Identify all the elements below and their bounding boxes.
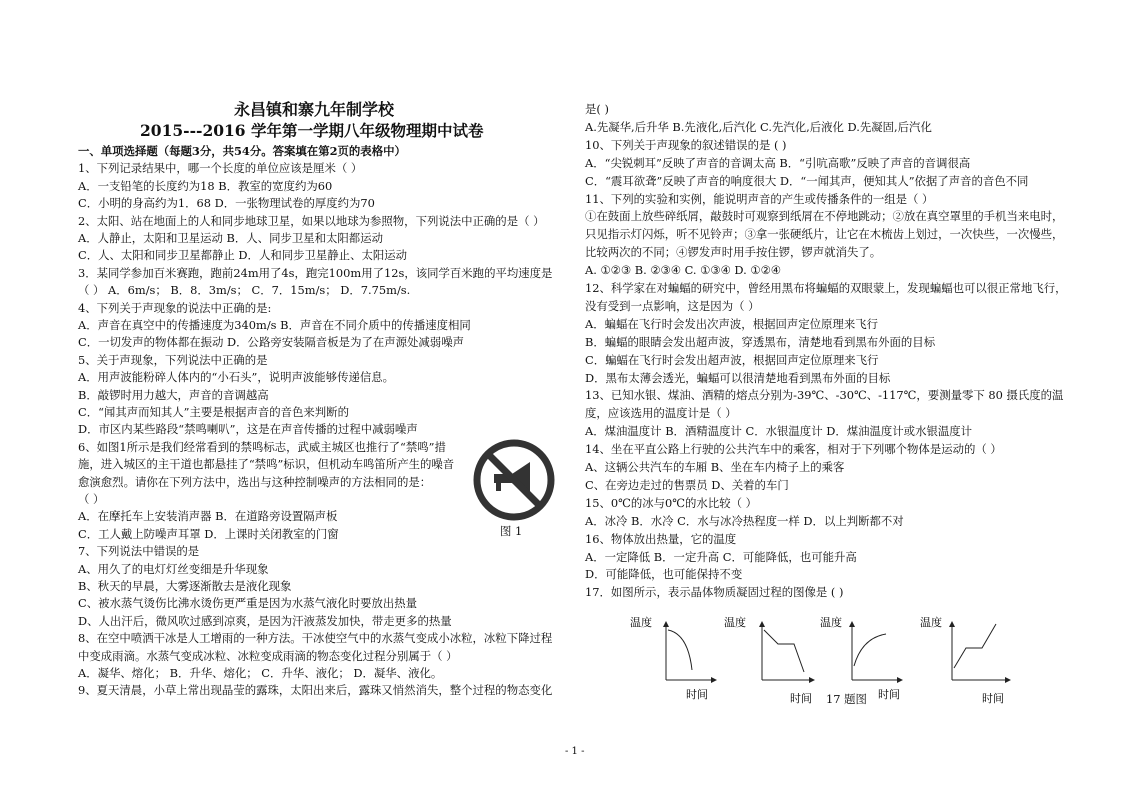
right-line-17: 度，应该选用的温度计是（ ） [585, 406, 737, 421]
left-line-15: C．“闻其声而知其人”主要是根据声音的音色来判断的 [78, 405, 349, 419]
right-line-18: A．煤油温度计 B．酒精温度计 C．水银温度计 D．煤油温度计或水银温度计 [585, 424, 973, 439]
graph-b-xlabel: 时间 [790, 692, 812, 705]
left-line-26: C、被水蒸气烫伤比沸水烫伤更严重是因为水蒸气液化时要放出热量 [78, 596, 418, 611]
left-line-27: D、人出汗后，微风吹过感到凉爽，是因为汗液蒸发加快，带走更多的热量 [78, 613, 452, 628]
left-line-28: 8、在空中喷洒干冰是人工增雨的一种方法。干冰使空气中的水蒸气变成小冰粒，冰粒下降过程 [78, 631, 553, 646]
left-line-7: 3．某同学参加百米赛跑，跑前24m用了4s，跑完100m用了12s，该同学百米跑的平均速度是 [78, 265, 553, 280]
left-line-23: 7、下列说法中错误的是 [78, 544, 200, 559]
right-line-3: A．“尖锐刺耳”反映了声音的音调太高 B．“引吭高歌”反映了声音的音调很高 [585, 155, 971, 170]
right-line-24: 16、物体放出热量，它的温度 [585, 531, 737, 546]
left-line-10: A．声音在真空中的传播速度为340m/s B．声音在不同介质中的传播速度相同 [78, 318, 471, 332]
left-line-6: C．人、太阳和同步卫星都静止 D．人和同步卫星静止、太阳运动 [78, 248, 408, 263]
figure-17-caption: 17 题图 [826, 692, 867, 706]
right-line-6: ①在鼓面上放些碎纸屑，敲鼓时可观察到纸屑在不停地跳动；②放在真空罩里的手机当来电时， [585, 209, 1064, 224]
left-line-9: 4、下列关于声现象的说法中正确的是: [78, 300, 272, 315]
left-line-0: 一、单项选择题（每题3分，共54分。答案填在第2页的表格中） [78, 144, 406, 158]
graph-c-ylabel: 温度 [820, 616, 842, 629]
figure-1 [472, 438, 560, 548]
graph-a-ylabel: 温度 [630, 616, 652, 629]
right-line-4: C．“震耳欲聋”反映了声音的响度很大 D．“一闻其声，便知其人”依据了声音的音色不同 [585, 173, 1029, 188]
left-line-16: D．市区内某些路段“禁鸣喇叭”，这是在声音传播的过程中减弱噪声 [78, 422, 418, 437]
left-line-4: 2、太阳、站在地面上的人和同步地球卫星，如果以地球为参照物，下列说法中正确的是（ ） [78, 213, 545, 228]
left-line-13: A．用声波能粉碎人体内的“小石头”，说明声波能够传递信息。 [78, 370, 395, 385]
right-line-9: A. ①②③ B. ②③④ C. ①③④ D. ①②④ [585, 263, 781, 278]
exam-title: 2015---2016 学年第一学期八年级物理期中试卷 [140, 121, 484, 140]
right-line-15: D．黑布太薄会透光，蝙蝠可以很清楚地看到黑布外面的目标 [585, 370, 891, 385]
left-line-8: （ ） A．6m/s； B．8．3m/s； C．7．15m/s； D．7.75m/s. [78, 283, 411, 298]
right-line-11: 没有受到一点影响，这是因为（ ） [585, 298, 760, 313]
right-line-21: C、在旁边走过的售票员 D、关着的车门 [585, 477, 789, 492]
left-line-19: 愈演愈烈。请你在下列方法中，选出与这种控制噪声的方法相同的是： [78, 474, 432, 489]
graph-a-xlabel: 时间 [686, 688, 708, 701]
right-line-25: A．一定降低 B．一定升高 C．可能降低，也可能升高 [585, 549, 857, 564]
right-line-22: 15、0℃的冰与0℃的水比较（ ） [585, 495, 758, 510]
right-line-27: 17．如图所示，表示晶体物质凝固过程的图像是 ( ) [585, 585, 844, 600]
right-line-10: 12、科学家在对蝙蝠的研究中，曾经用黑布将蝙蝠的双眼蒙上，发现蝙蝠也可以很正常地飞行， [585, 281, 1067, 295]
graph-b [724, 615, 814, 705]
left-line-30: A．凝华、熔化； B．升华、熔化； C．升华、液化； D．凝华、液化。 [78, 666, 443, 680]
left-line-11: C．一切发声的物体都在振动 D．公路旁安装隔音板是为了在声源处减弱噪声 [78, 335, 464, 350]
graph-c-xlabel: 时间 [878, 688, 900, 701]
right-line-26: D．可能降低，也可能保持不变 [585, 567, 743, 582]
left-line-1: 1、下列记录结果中，哪一个长度的单位应该是厘米（ ） [78, 161, 363, 176]
left-line-22: C．工人戴上防噪声耳罩 D．上课时关闭教室的门窗 [78, 526, 339, 541]
graph-b-ylabel: 温度 [724, 616, 746, 629]
left-line-5: A．人静止，太阳和卫星运动 B．人、同步卫星和太阳都运动 [78, 231, 383, 245]
right-line-16: 13、已知水银、煤油、酒精的熔点分别为-39℃、-30℃、-117℃，要测量零下 80 摄氏度的温 [585, 388, 1064, 403]
graph-c [820, 615, 902, 701]
left-line-18: 施，进入城区的主干道也都悬挂了“禁鸣”标识，但机动车鸣笛所产生的噪音 [78, 457, 455, 472]
left-line-21: A．在摩托车上安装消声器 B．在道路旁设置隔声板 [78, 509, 338, 524]
right-line-20: A、这辆公共汽车的车厢 B、坐在车内椅子上的乘客 [585, 460, 845, 474]
right-line-7: 只见指示灯闪烁，听不见铃声；③拿一张硬纸片，让它在木梳齿上划过，一次快些，一次慢些， [585, 227, 1064, 242]
right-line-14: C．蝙蝠在飞行时会发出超声波，根据回声定位原理来飞行 [585, 352, 879, 367]
left-line-3: C．小明的身高约为1．68 D．一张物理试卷的厚度约为70 [78, 196, 375, 211]
right-line-5: 11、下列的实验和实例，能说明声音的产生或传播条件的一组是（ ） [585, 191, 934, 206]
left-line-29: 中变成雨滴。水蒸气变成冰粒、冰粒变成雨滴的物态变化过程分别属于（ ） [78, 648, 458, 663]
left-line-2: A．一支铅笔的长度约为18 B．教室的宽度约为60 [78, 178, 333, 193]
graph-d-xlabel: 时间 [982, 692, 1004, 705]
right-line-19: 14、坐在平直公路上行驶的公共汽车中的乘客，相对于下列哪个物体是运动的（ ） [585, 442, 1002, 457]
right-line-13: B．蝙蝠的眼睛会发出超声波，穿透黑布，清楚地看到黑布外面的目标 [585, 334, 936, 349]
figure-1-caption: 图 1 [500, 524, 523, 538]
page-number: - 1 - [565, 746, 585, 757]
right-line-0: 是( ) [585, 102, 609, 116]
left-line-17: 6、如图1所示是我们经常看到的禁鸣标志，武威主城区也推行了“禁鸣”措 [78, 439, 446, 454]
left-line-14: B．敲锣时用力越大，声音的音调越高 [78, 387, 269, 402]
graph-d [920, 615, 1010, 705]
school-name: 永昌镇和寨九年制学校 [234, 100, 395, 119]
right-line-8: 比较两次的不同；④锣发声时用手按住锣，锣声就消失了。 [585, 245, 882, 260]
graph-a [630, 615, 716, 701]
right-line-2: 10、下列关于声现象的叙述错误的是 ( ) [585, 137, 787, 152]
left-line-12: 5、关于声现象，下列说法中正确的是 [78, 352, 268, 367]
left-line-24: A、用久了的电灯灯丝变细是升华现象 [78, 561, 269, 576]
left-line-31: 9、夏天清晨，小草上常出现晶莹的露珠，太阳出来后，露珠又悄然消失，整个过程的物态变化 [78, 683, 553, 698]
right-line-12: A．蝙蝠在飞行时会发出次声波，根据回声定位原理来飞行 [585, 316, 878, 331]
right-line-23: A．冰冷 B．水冷 C．水与冰冷热程度一样 D．以上判断都不对 [585, 513, 904, 528]
right-line-1: A.先凝华,后升华 B.先液化,后汽化 C.先汽化,后液化 D.先凝固,后汽化 [585, 119, 932, 134]
no-horn-sign-icon [472, 438, 556, 522]
left-line-25: B、秋天的早晨，大雾逐渐散去是液化现象 [78, 579, 292, 593]
left-line-20: （ ） [78, 492, 105, 506]
graph-d-ylabel: 温度 [920, 616, 942, 629]
